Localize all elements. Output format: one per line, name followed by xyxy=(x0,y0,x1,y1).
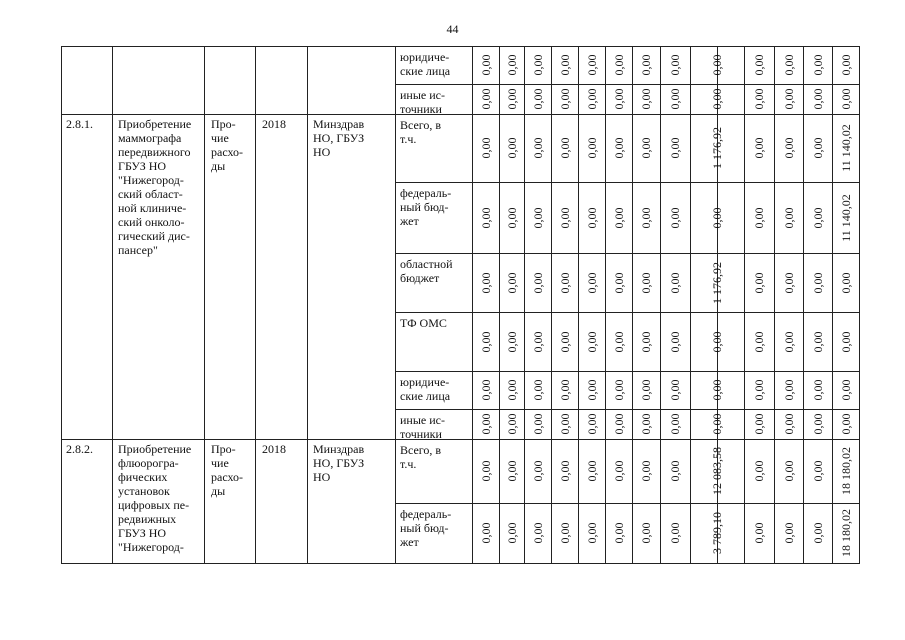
grid-line xyxy=(690,46,691,564)
value-cell: 0,00 xyxy=(611,207,626,228)
value-cell: 0,00 xyxy=(639,460,653,482)
value-cell: 0,00 xyxy=(710,413,724,435)
grid-line xyxy=(395,312,860,313)
value-cell: 0,00 xyxy=(668,379,682,401)
value-cell: 0,00 xyxy=(530,413,545,435)
row-label: федераль- ный бюд- жет xyxy=(400,507,452,549)
value-cell: 0,00 xyxy=(710,379,724,401)
value-cell: 0,00 xyxy=(639,54,653,76)
value-cell: 0,00 xyxy=(504,137,519,159)
grid-line xyxy=(774,46,775,564)
value-cell: 0,00 xyxy=(752,137,766,159)
value-cell: 0,00 xyxy=(530,272,545,293)
value-cell: 0,00 xyxy=(810,88,825,110)
value-cell: 0,00 xyxy=(639,207,653,228)
value-cell: 0,00 xyxy=(781,207,796,228)
value-cell: 0,00 xyxy=(810,522,825,544)
value-cell: 0,00 xyxy=(639,522,653,544)
item-code: 2.8.2. xyxy=(66,442,93,456)
value-cell: 0,00 xyxy=(504,88,519,110)
value-cell: 3 789,10 xyxy=(710,512,724,554)
value-cell: 0,00 xyxy=(611,88,626,110)
value-cell: 0,00 xyxy=(668,54,682,76)
value-cell: 0,00 xyxy=(584,460,599,482)
grid-line xyxy=(112,46,113,564)
item-name: Приобретение маммографа передвижного ГБУЗ НО "Нижегород- ский област- ной клиниче- ский онколо- гический дис- пансер" xyxy=(118,117,192,257)
value-cell: 0,00 xyxy=(668,88,682,110)
value-cell: 0,00 xyxy=(810,413,825,435)
value-cell: 0,00 xyxy=(781,379,796,401)
value-cell: 0,00 xyxy=(478,54,493,76)
row-label: федераль- ный бюд- жет xyxy=(400,186,452,228)
value-cell: 0,00 xyxy=(668,413,682,435)
grid-line xyxy=(61,563,860,564)
value-cell: 0,00 xyxy=(639,272,653,293)
value-cell: 0,00 xyxy=(530,331,545,352)
value-cell: 0,00 xyxy=(781,137,796,159)
value-cell: 0,00 xyxy=(530,54,545,76)
value-cell: 0,00 xyxy=(530,137,545,159)
value-cell: 0,00 xyxy=(478,460,493,482)
value-cell: 0,00 xyxy=(584,207,599,228)
grid-line xyxy=(832,46,833,564)
value-cell: 0,00 xyxy=(838,379,853,401)
value-cell: 0,00 xyxy=(752,413,766,435)
value-cell: 0,00 xyxy=(781,272,796,293)
value-cell: 0,00 xyxy=(810,272,825,293)
grid-line xyxy=(395,84,860,85)
value-cell: 0,00 xyxy=(584,137,599,159)
grid-line xyxy=(605,46,606,564)
grid-line xyxy=(551,46,552,564)
grid-line xyxy=(61,46,62,564)
value-cell: 0,00 xyxy=(710,54,724,76)
item-name: Приобретение флюорогра- фических установок цифровых пе- редвижных ГБУЗ НО "Нижегород- xyxy=(118,442,192,554)
value-cell: 0,00 xyxy=(478,331,493,352)
value-cell: 0,00 xyxy=(752,207,766,228)
value-cell: 0,00 xyxy=(752,460,766,482)
value-cell: 0,00 xyxy=(668,460,682,482)
grid-line xyxy=(395,253,860,254)
value-cell: 0,00 xyxy=(611,522,626,544)
value-cell: 0,00 xyxy=(530,207,545,228)
value-cell: 0,00 xyxy=(504,331,519,352)
value-cell: 0,00 xyxy=(557,379,572,401)
grid-line xyxy=(632,46,633,564)
value-cell: 0,00 xyxy=(611,379,626,401)
value-cell: 0,00 xyxy=(557,88,572,110)
grid-line xyxy=(61,114,860,115)
grid-line xyxy=(61,439,860,440)
grid-line xyxy=(255,46,256,564)
value-cell: 0,00 xyxy=(478,413,493,435)
grid-line xyxy=(204,46,205,564)
value-cell: 0,00 xyxy=(781,88,796,110)
value-cell: 0,00 xyxy=(810,460,825,482)
value-cell: 0,00 xyxy=(504,54,519,76)
value-cell: 0,00 xyxy=(639,88,653,110)
value-cell: 0,00 xyxy=(781,413,796,435)
value-cell: 0,00 xyxy=(810,137,825,159)
value-cell: 0,00 xyxy=(838,331,853,352)
grid-line xyxy=(524,46,525,564)
value-cell: 18 180,02 xyxy=(838,509,853,557)
grid-line xyxy=(307,46,308,564)
value-cell: 0,00 xyxy=(668,522,682,544)
value-cell: 0,00 xyxy=(584,379,599,401)
value-cell: 0,00 xyxy=(611,413,626,435)
value-cell: 0,00 xyxy=(838,54,853,76)
value-cell: 0,00 xyxy=(781,331,796,352)
expense-type: Про- чие расхо- ды xyxy=(211,442,244,498)
value-cell: 0,00 xyxy=(557,331,572,352)
value-cell: 0,00 xyxy=(478,207,493,228)
value-cell: 1 176,92 xyxy=(710,261,724,304)
value-cell: 0,00 xyxy=(668,207,682,228)
grid-line xyxy=(859,46,860,564)
row-label: областной бюджет xyxy=(400,257,453,285)
value-cell: 0,00 xyxy=(504,207,519,228)
expense-type: Про- чие расхо- ды xyxy=(211,117,244,173)
value-cell: 0,00 xyxy=(781,460,796,482)
value-cell: 0,00 xyxy=(781,522,796,544)
value-cell: 0,00 xyxy=(611,54,626,76)
item-year: 2018 xyxy=(262,117,286,131)
grid-line xyxy=(395,409,860,410)
value-cell: 0,00 xyxy=(710,207,724,228)
value-cell: 0,00 xyxy=(530,88,545,110)
value-cell: 0,00 xyxy=(584,54,599,76)
value-cell: 0,00 xyxy=(504,379,519,401)
value-cell: 0,00 xyxy=(668,331,682,352)
value-cell: 0,00 xyxy=(838,413,853,435)
value-cell: 0,00 xyxy=(611,272,626,293)
value-cell: 0,00 xyxy=(557,413,572,435)
row-label: Всего, в т.ч. xyxy=(400,443,442,471)
grid-line xyxy=(578,46,579,564)
value-cell: 0,00 xyxy=(557,272,572,293)
value-cell: 0,00 xyxy=(810,207,825,228)
value-cell: 0,00 xyxy=(810,379,825,401)
grid-line xyxy=(499,46,500,564)
row-label: иные ис- точники xyxy=(400,413,445,441)
page-number: 44 xyxy=(446,22,459,36)
row-label: юридиче- ские лица xyxy=(400,375,451,403)
row-label: юридиче- ские лица xyxy=(400,50,451,78)
value-cell: 0,00 xyxy=(752,522,766,544)
value-cell: 0,00 xyxy=(710,331,724,352)
grid-line xyxy=(744,46,745,564)
value-cell: 0,00 xyxy=(504,272,519,293)
value-cell: 0,00 xyxy=(478,272,493,293)
value-cell: 0,00 xyxy=(611,460,626,482)
grid-line xyxy=(395,182,860,183)
grid-line xyxy=(395,46,396,564)
value-cell: 0,00 xyxy=(639,331,653,352)
value-cell: 0,00 xyxy=(530,460,545,482)
value-cell: 0,00 xyxy=(584,88,599,110)
value-cell: 11 140,02 xyxy=(838,124,853,172)
item-executor: Минздрав НО, ГБУЗ НО xyxy=(313,442,365,484)
value-cell: 0,00 xyxy=(710,88,724,110)
value-cell: 0,00 xyxy=(639,413,653,435)
value-cell: 0,00 xyxy=(611,331,626,352)
value-cell: 0,00 xyxy=(478,522,493,544)
value-cell: 0,00 xyxy=(810,331,825,352)
value-cell: 0,00 xyxy=(557,522,572,544)
grid-line xyxy=(61,46,860,47)
item-code: 2.8.1. xyxy=(66,117,93,131)
value-cell: 0,00 xyxy=(810,54,825,76)
value-cell: 0,00 xyxy=(781,54,796,76)
value-cell: 0,00 xyxy=(478,88,493,110)
item-executor: Минздрав НО, ГБУЗ НО xyxy=(313,117,365,159)
value-cell: 0,00 xyxy=(557,207,572,228)
value-cell: 0,00 xyxy=(530,522,545,544)
value-cell: 11 140,02 xyxy=(838,193,853,242)
item-year: 2018 xyxy=(262,442,286,456)
value-cell: 0,00 xyxy=(584,272,599,293)
value-cell: 0,00 xyxy=(752,272,766,293)
value-cell: 0,00 xyxy=(838,88,853,110)
value-cell: 0,00 xyxy=(752,54,766,76)
grid-line xyxy=(395,503,860,504)
value-cell: 0,00 xyxy=(557,54,572,76)
value-cell: 0,00 xyxy=(611,137,626,159)
grid-line xyxy=(395,371,860,372)
row-label: Всего, в т.ч. xyxy=(400,118,442,146)
value-cell: 0,00 xyxy=(584,522,599,544)
value-cell: 0,00 xyxy=(752,331,766,352)
value-cell: 0,00 xyxy=(584,413,599,435)
value-cell: 0,00 xyxy=(584,331,599,352)
value-cell: 0,00 xyxy=(504,460,519,482)
value-cell: 0,00 xyxy=(557,460,572,482)
row-label: ТФ ОМС xyxy=(400,316,447,330)
value-cell: 0,00 xyxy=(838,272,853,293)
value-cell: 0,00 xyxy=(752,379,766,401)
value-cell: 0,00 xyxy=(478,379,493,401)
grid-line xyxy=(660,46,661,564)
row-label: иные ис- точники xyxy=(400,88,445,116)
value-cell: 12 083,58 xyxy=(710,447,724,495)
value-cell: 0,00 xyxy=(530,379,545,401)
value-cell: 0,00 xyxy=(668,272,682,293)
value-cell: 0,00 xyxy=(668,137,682,159)
value-cell: 0,00 xyxy=(504,522,519,544)
grid-line xyxy=(472,46,473,564)
value-cell: 0,00 xyxy=(557,137,572,159)
value-cell: 0,00 xyxy=(504,413,519,435)
value-cell: 18 180,02 xyxy=(838,447,853,495)
value-cell: 0,00 xyxy=(639,379,653,401)
value-cell: 0,00 xyxy=(639,137,653,159)
grid-line xyxy=(803,46,804,564)
value-cell: 0,00 xyxy=(752,88,766,110)
value-cell: 1 176,92 xyxy=(710,127,724,169)
value-cell: 0,00 xyxy=(478,137,493,159)
